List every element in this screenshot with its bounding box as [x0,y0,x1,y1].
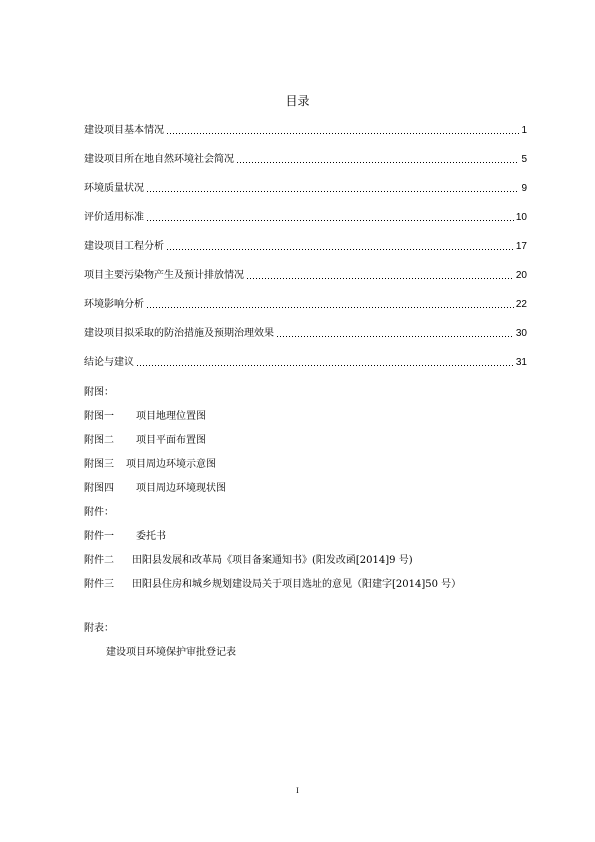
page-title: 目录 [285,94,310,108]
figures-heading: 附图： [84,387,114,398]
figure-title: 项目平面布置图 [136,435,206,446]
toc-leader-dots [166,132,519,135]
toc-entry[interactable] [84,152,527,166]
attachment-title: 委托书 [136,531,166,542]
toc-entry[interactable] [84,210,527,224]
attachment-title: 田阳县发展和改革局《项目备案通知书》(阳发改函[2014]9 号) [132,555,413,566]
toc-entry-page: 17 [515,241,527,252]
toc-entry-page: 22 [515,299,527,310]
figure-item [84,458,216,472]
toc-entry-title: 建设项目所在地自然环境社会简况 [84,154,234,165]
toc-entry-title: 建设项目基本情况 [84,125,164,136]
attachment-title: 田阳县住房和城乡规划建设局关于项目选址的意见（阳建字[2014]50 号） [132,579,462,590]
attachment-item [84,530,166,544]
attachment-label: 附件三 [84,579,114,590]
toc-entry-page: 20 [515,270,527,281]
page-number: I [296,786,299,795]
tables-heading: 附表： [84,623,114,634]
attachment-label: 附件一 [84,531,114,542]
toc-entry-title: 建设项目拟采取的防治措施及预期治理效果 [84,328,274,339]
toc-leader-dots [146,306,514,309]
toc-entry-title: 环境质量状况 [84,183,144,194]
figure-label: 附图一 [84,411,114,422]
toc-leader-dots [166,248,514,251]
toc-entry[interactable] [84,297,527,311]
toc-entry-title: 结论与建议 [84,357,134,368]
attachments-heading: 附件： [84,507,114,518]
toc-leader-dots [136,364,514,367]
toc-entry-page: 9 [521,183,527,194]
figure-title: 项目周边环境现状图 [136,483,226,494]
toc-leader-dots [236,161,519,164]
toc-entry-page: 30 [515,328,527,339]
toc-entry[interactable] [84,268,527,282]
toc-leader-dots [276,335,514,338]
figure-label: 附图四 [84,483,114,494]
figure-title: 项目周边环境示意图 [126,459,216,470]
figure-title: 项目地理位置图 [136,411,206,422]
toc-entry-title: 环境影响分析 [84,299,144,310]
figure-item [84,434,206,448]
figure-label: 附图二 [84,435,114,446]
figure-label: 附图三 [84,459,114,470]
toc-entry-title: 评价适用标准 [84,212,144,223]
toc-leader-dots [146,190,519,193]
toc-entry-title: 建设项目工程分析 [84,241,164,252]
toc-leader-dots [246,277,514,280]
toc-entry-page: 5 [521,154,527,165]
attachment-label: 附件二 [84,555,114,566]
toc-entry[interactable] [84,326,527,340]
toc-entry-page: 10 [515,212,527,223]
toc-entry-page: 1 [521,125,527,136]
toc-entry[interactable] [84,123,527,137]
toc-leader-dots [146,219,514,222]
toc-entry-page: 31 [515,357,527,368]
toc-entry[interactable] [84,355,527,369]
attachment-item [84,554,413,568]
toc-entry-title: 项目主要污染物产生及预计排放情况 [84,270,244,281]
toc-entry[interactable] [84,181,527,195]
figure-item [84,482,226,496]
table-item: 建设项目环境保护审批登记表 [106,647,236,658]
attachment-item [84,578,461,592]
toc-entry[interactable] [84,239,527,253]
figure-item [84,410,206,424]
